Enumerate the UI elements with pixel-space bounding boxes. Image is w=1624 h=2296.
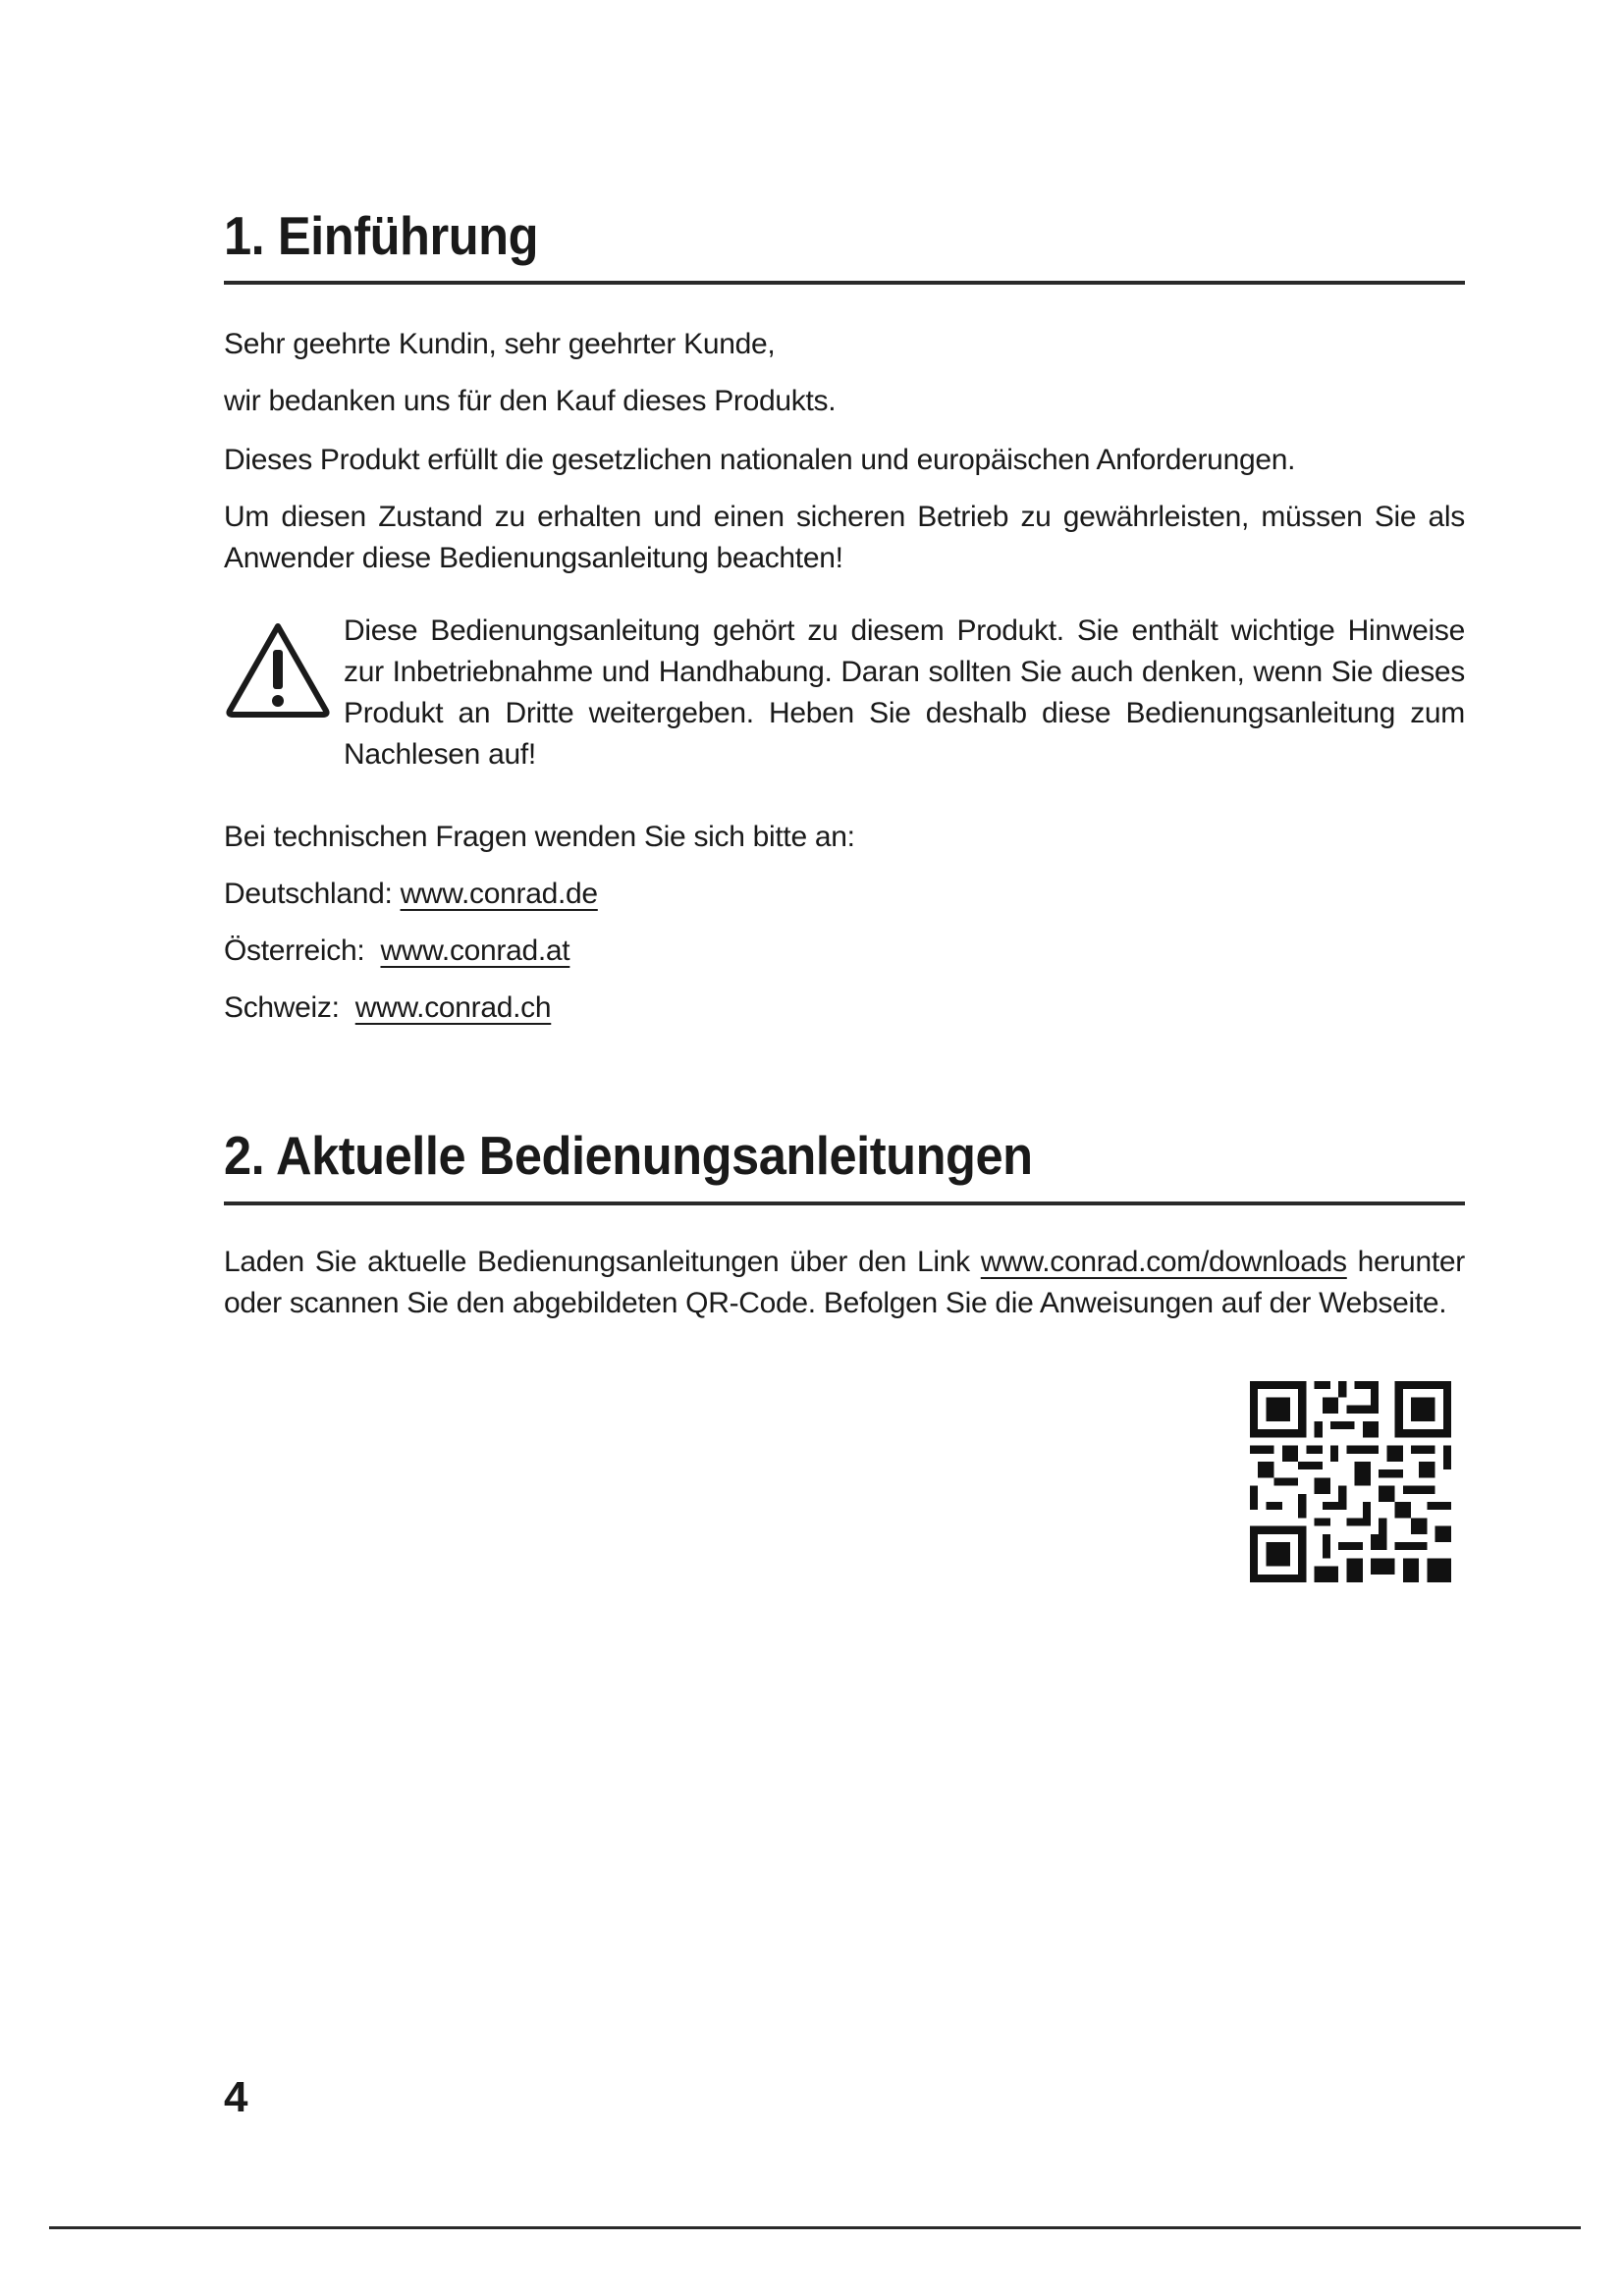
- greeting-text: Sehr geehrte Kundin, sehr geehrter Kunde,: [224, 328, 776, 360]
- contact-row-de: [224, 874, 1465, 915]
- downloads-text: [224, 1242, 1465, 1324]
- downloads-text-after: herunter oder scannen Sie den abgebildeten QR-Code. Befolgen Sie die Anweisungen auf der Webseite.: [224, 1246, 1465, 1319]
- warning-text: Diese Bedienungsanleitung gehört zu diesem Produkt. Sie enthält wichtige Hinweise zur Inbetriebnahme und Handhabung. Daran sollten Sie auch denken, wenn Sie dieses Produkt an Dritte weitergeben. Heben Sie deshalb diese Bedienungsanleitung zum Nachlesen auf!: [344, 614, 1465, 771]
- country-label: Deutschland:: [224, 878, 393, 910]
- compliance-text: Dieses Produkt erfüllt die gesetzlichen nationalen und europäischen Anforderungen.: [224, 444, 1296, 476]
- contact-intro-block: [224, 817, 1465, 858]
- warning-triangle-icon: [224, 620, 332, 719]
- section-1-body: [224, 324, 1465, 365]
- safety-block: [224, 497, 1465, 579]
- section-2-heading: 2. Aktuelle Bedienungsanleitungen: [224, 1125, 1033, 1186]
- page-number: 4: [224, 2073, 248, 2121]
- qr-code-icon[interactable]: [1250, 1381, 1451, 1582]
- section-1-heading: 1. Einführung: [224, 205, 539, 266]
- contact-row-ch: [224, 988, 1465, 1029]
- link-conrad-ch[interactable]: www.conrad.ch: [354, 991, 552, 1024]
- section-1-rule: [224, 281, 1465, 285]
- compliance-block: [224, 440, 1465, 481]
- contact-row-at: [224, 931, 1465, 972]
- link-conrad-downloads[interactable]: www.conrad.com/downloads: [980, 1246, 1347, 1278]
- section-2-body: [224, 1242, 1465, 1324]
- section-2-header: [224, 1124, 1465, 1187]
- thanks-text: wir bedanken uns für den Kauf dieses Produkts.: [224, 385, 837, 417]
- thanks-block: [224, 381, 1465, 422]
- link-conrad-at[interactable]: www.conrad.at: [380, 934, 570, 967]
- contact-intro-text: Bei technischen Fragen wenden Sie sich bitte an:: [224, 821, 855, 853]
- section-1-header: [224, 204, 1465, 267]
- footer-rule: [49, 2226, 1581, 2229]
- link-conrad-de[interactable]: www.conrad.de: [400, 878, 598, 910]
- section-2-rule: [224, 1201, 1465, 1205]
- downloads-text-before: Laden Sie aktuelle Bedienungsanleitungen über den Link: [224, 1246, 981, 1278]
- country-label: Österreich:: [224, 934, 365, 967]
- warning-block: [224, 611, 1465, 775]
- safety-text: Um diesen Zustand zu erhalten und einen sicheren Betrieb zu gewährleisten, müssen Sie als Anwender diese Bedienungsanleitung beachten!: [224, 501, 1465, 574]
- country-label: Schweiz:: [224, 991, 340, 1024]
